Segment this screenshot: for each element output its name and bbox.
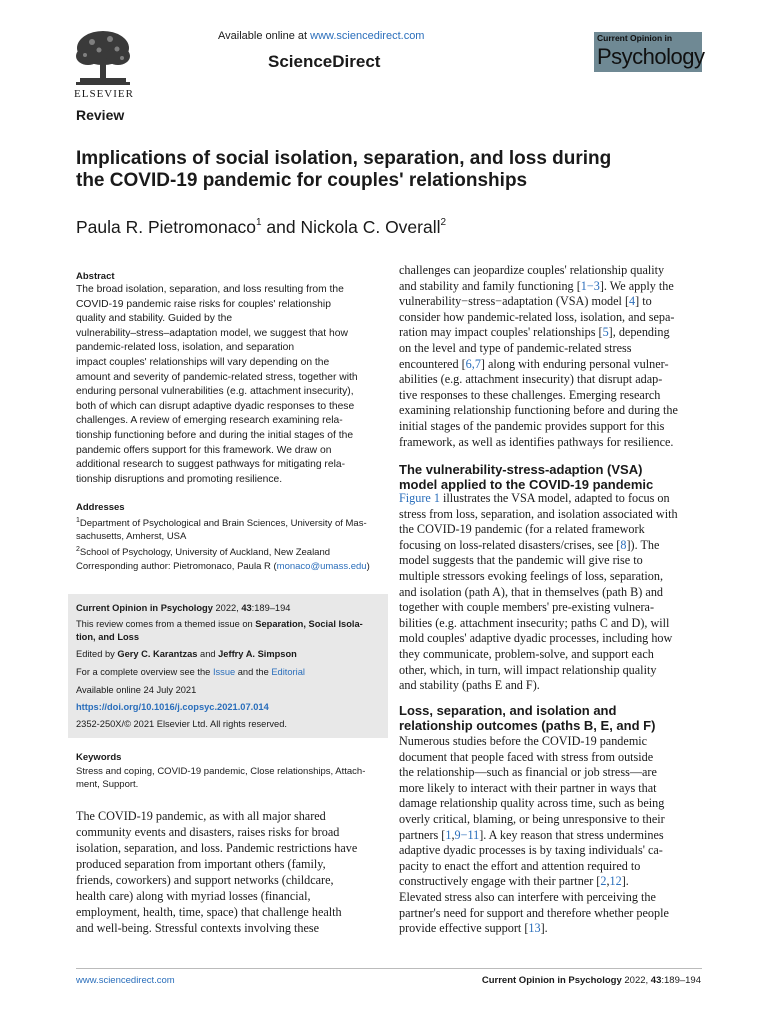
text-run: abilities (e.g. attachment insecurity) that disrupt adap- bbox=[399, 372, 663, 387]
paragraph-line bbox=[399, 765, 701, 781]
reference-link[interactable]: 12 bbox=[609, 874, 622, 889]
abstract-line: quality and stability. Guided by the bbox=[76, 313, 233, 325]
themed-issue-prefix: This review comes from a themed issue on bbox=[76, 619, 256, 629]
text-run: stress from loss, separation, and isolation associated with bbox=[399, 506, 678, 521]
abstract-line: COVID-19 pandemic raise risks for couples' relationship bbox=[76, 298, 331, 310]
editors-line bbox=[76, 648, 376, 661]
text-run: vulnerability−stress−adaptation (VSA) model [ bbox=[399, 294, 630, 309]
keywords-list bbox=[76, 765, 380, 791]
text-run: ]. We apply the bbox=[599, 278, 674, 293]
footer-year: 2022, bbox=[621, 975, 651, 986]
paragraph-line bbox=[399, 372, 701, 388]
abstract-line: enduring personal vulnerabilities (e.g. attachment insecurity), bbox=[76, 386, 354, 398]
text-run: ration may impact couples' relationships [ bbox=[399, 325, 603, 340]
paragraph-line bbox=[399, 812, 701, 828]
paragraph-line: health care) along with myriad losses (financial, bbox=[76, 889, 311, 903]
sciencedirect-url-link[interactable]: www.sciencedirect.com bbox=[310, 30, 425, 42]
text-run: mold couples' adaptive dyadic processes, including how bbox=[399, 631, 673, 646]
text-run: ]. bbox=[621, 874, 629, 889]
reference-link[interactable]: 8 bbox=[620, 537, 627, 552]
overview-prefix: For a complete overview see the bbox=[76, 667, 213, 677]
abstract-line: The broad isolation, separation, and loss resulting from the bbox=[76, 284, 344, 295]
edited-by-prefix: Edited by bbox=[76, 649, 118, 659]
abstract-line: tionship disruptions and promoting resilience. bbox=[76, 473, 283, 485]
footer-divider bbox=[76, 968, 702, 969]
text-run: overly critical, blaming, or being unresponsive to their bbox=[399, 811, 665, 826]
author-name: Paula R. Pietromonaco bbox=[76, 217, 256, 237]
reference-link[interactable]: 1 bbox=[445, 827, 452, 842]
available-online-date: Available online 24 July 2021 bbox=[76, 685, 197, 695]
paragraph-line: community events and disasters, raises risks for broad bbox=[76, 825, 340, 839]
text-run: ]). The bbox=[626, 537, 660, 552]
keywords-line: Stress and coping, COVID-19 pandemic, Close relationships, Attach- bbox=[76, 766, 366, 777]
text-run: bilities (e.g. attachment insecurity; paths C and D), will bbox=[399, 615, 670, 630]
text-run: partners [ bbox=[399, 827, 446, 842]
address-item bbox=[76, 543, 380, 559]
paragraph-line bbox=[399, 906, 701, 922]
reference-link[interactable]: 4 bbox=[629, 294, 636, 309]
text-run: focusing on loss-related disasters/crises, see [ bbox=[399, 537, 621, 552]
corresponding-email-link[interactable]: monaco@umass.edu bbox=[276, 561, 367, 572]
heading-line: model applied to the COVID-19 pandemic bbox=[399, 477, 654, 492]
paragraph-line bbox=[399, 616, 701, 632]
corresponding-label: Corresponding author: Pietromonaco, Paula R ( bbox=[76, 561, 277, 572]
text-run: model suggests that the pandemic will give rise to bbox=[399, 553, 643, 568]
text-run: Numerous studies before the COVID-19 pandemic bbox=[399, 734, 648, 748]
paragraph-line bbox=[399, 357, 701, 373]
address-item bbox=[76, 514, 380, 543]
sciencedirect-wordmark: ScienceDirect bbox=[268, 52, 381, 71]
paragraph-line: employment, health, time, space) that challenge health bbox=[76, 905, 342, 919]
intro-paragraph-continued bbox=[399, 263, 701, 450]
abstract-line: pandemic offers support for this framework. We draw on bbox=[76, 444, 332, 456]
address-line: School of Psychology, University of Auckland, New Zealand bbox=[79, 547, 331, 559]
copyright-line: 2352-250X/© 2021 Elsevier Ltd. All rights reserved. bbox=[76, 719, 287, 729]
paragraph-line bbox=[399, 796, 701, 812]
footer-citation bbox=[482, 975, 701, 986]
journal-badge-big-text: Psychology bbox=[597, 44, 705, 69]
paragraph-line bbox=[399, 859, 701, 875]
reference-link[interactable]: 5 bbox=[602, 325, 609, 340]
abstract-line: vulnerability–stress–adaptation model, we suggest that how bbox=[76, 327, 348, 339]
text-run: Elevated stress also can interfere with perceiving the bbox=[399, 889, 656, 904]
paragraph-line bbox=[399, 325, 701, 341]
paragraph-line: isolation, separation, and loss. Pandemic restrictions have bbox=[76, 841, 358, 855]
text-run: examining relationship functioning before and during the bbox=[399, 403, 678, 418]
paragraph-line bbox=[399, 569, 701, 585]
paragraph-line bbox=[399, 647, 701, 663]
editor-name: Jeffry A. Simpson bbox=[218, 649, 297, 659]
abstract-line: both of which can disrupt adaptive dyadic responses to these bbox=[76, 400, 355, 412]
paragraph-line bbox=[399, 491, 701, 507]
paragraph-line bbox=[399, 734, 701, 750]
paragraph-line bbox=[399, 781, 701, 797]
address-marker: 1 bbox=[76, 517, 80, 524]
affiliation-marker: 1 bbox=[255, 217, 262, 228]
abstract-line: amount and severity of pandemic-related stress, together with bbox=[76, 371, 358, 383]
loss-outcomes-paragraph bbox=[399, 734, 701, 937]
text-run: damage relationship quality across time, such as being bbox=[399, 796, 665, 811]
themed-issue-title: Separation, Social Isola- bbox=[255, 619, 363, 629]
paragraph-line bbox=[399, 843, 701, 859]
text-run: constructively engage with their partner [ bbox=[399, 874, 601, 889]
themed-issue-title: tion, and Loss bbox=[76, 631, 140, 642]
reference-link[interactable]: 1−3 bbox=[580, 278, 600, 293]
paragraph-line: friends, coworkers) and support networks (childcare, bbox=[76, 873, 334, 887]
authors-joiner: and bbox=[261, 217, 301, 237]
text-run: , bbox=[606, 874, 610, 889]
addresses-heading: Addresses bbox=[76, 502, 125, 513]
intro-paragraph bbox=[76, 808, 380, 936]
corresponding-close: ) bbox=[366, 561, 370, 572]
footer-url-line bbox=[76, 975, 175, 986]
article-info-box bbox=[68, 594, 388, 738]
abstract-heading: Abstract bbox=[76, 271, 115, 282]
editor-name: Gery C. Karantzas bbox=[117, 649, 198, 659]
reference-link[interactable]: Figure 1 bbox=[399, 491, 440, 505]
address-marker: 2 bbox=[76, 546, 80, 554]
address-line: Department of Psychological and Brain Sciences, University of Mas- bbox=[79, 518, 367, 530]
overview-line bbox=[76, 666, 376, 679]
paragraph-line bbox=[399, 828, 701, 844]
text-run: consider how pandemic-related loss, isolation, and sepa- bbox=[399, 309, 675, 324]
text-run: document that people faced with stress from outside bbox=[399, 749, 654, 764]
heading-line: Loss, separation, and isolation and bbox=[399, 703, 617, 718]
author-list bbox=[76, 217, 446, 238]
text-run: on the level and type of pandemic-related stress bbox=[399, 340, 632, 355]
paragraph-line bbox=[399, 631, 701, 647]
paragraph-line: The COVID-19 pandemic, as with all major shared bbox=[76, 809, 326, 823]
text-run: they communicate, problem-solve, and support each bbox=[399, 646, 654, 661]
footer-url-link[interactable]: www.sciencedirect.com bbox=[76, 975, 175, 986]
paragraph-line bbox=[399, 263, 701, 279]
paragraph-line bbox=[399, 310, 701, 326]
text-run: framework, as well as identifies pathways for resilience. bbox=[399, 434, 674, 449]
addresses-list bbox=[76, 514, 380, 559]
paragraph-line bbox=[399, 341, 701, 357]
reference-link[interactable]: 2 bbox=[600, 874, 607, 889]
keywords-line: ment, Support. bbox=[76, 779, 139, 790]
doi-link[interactable]: https://doi.org/10.1016/j.copsyc.2021.07.014 bbox=[76, 702, 269, 712]
editorial-link[interactable]: Editorial bbox=[271, 667, 305, 677]
editors-joiner: and bbox=[197, 649, 219, 659]
paragraph-line bbox=[399, 435, 701, 451]
abstract-line: additional research to suggest pathways for mitigating rela- bbox=[76, 459, 346, 471]
author-name: Nickola C. Overall bbox=[300, 217, 441, 237]
paragraph-line: produced separation from important others (family, bbox=[76, 857, 326, 871]
text-run: other, which, in turn, will impact relationship quality bbox=[399, 662, 657, 677]
text-run: and isolation (path A), that in themselves (path B) and bbox=[399, 584, 664, 599]
paragraph-line bbox=[399, 921, 701, 937]
keywords-heading: Keywords bbox=[76, 752, 122, 763]
journal-badge-small-text: Current Opinion in bbox=[597, 33, 673, 43]
paragraph-line bbox=[399, 750, 701, 766]
abstract-line: challenges. A review of emerging research examining rela- bbox=[76, 415, 343, 427]
text-run: initial stages of the pandemic provides support for this bbox=[399, 418, 665, 433]
citation-line bbox=[76, 602, 376, 615]
text-run: illustrates the VSA model, adapted to focus on bbox=[439, 491, 670, 505]
issue-link[interactable]: Issue bbox=[212, 667, 236, 677]
text-run: and stability and family functioning [ bbox=[399, 278, 581, 293]
address-line: sachusetts, Amherst, USA bbox=[76, 531, 187, 543]
article-type-label: Review bbox=[76, 107, 125, 123]
text-run: challenges can jeopardize couples' relationship quality bbox=[399, 263, 665, 277]
text-run: the relationship—such as financial or job stress—are bbox=[399, 765, 657, 780]
affiliation-marker: 2 bbox=[440, 217, 447, 228]
themed-issue-line bbox=[76, 618, 376, 643]
footer-volume: 43 bbox=[650, 975, 662, 986]
heading-line: relationship outcomes (paths B, E, and F) bbox=[399, 718, 656, 733]
citation-pages: :189–194 bbox=[251, 603, 291, 613]
text-run: provide effective support [ bbox=[399, 921, 529, 936]
paragraph-line bbox=[399, 663, 701, 679]
text-run: more likely to interact with their partner in ways that bbox=[399, 780, 657, 795]
paragraph-line bbox=[399, 890, 701, 906]
elsevier-wordmark: ELSEVIER bbox=[74, 88, 134, 100]
paragraph-line bbox=[399, 522, 701, 538]
paragraph-line bbox=[399, 538, 701, 554]
corresponding-author bbox=[76, 561, 380, 572]
paragraph-line bbox=[399, 279, 701, 295]
text-run: pacity to enact the effort and attention required to bbox=[399, 858, 641, 873]
section-heading-loss-outcomes bbox=[399, 703, 701, 733]
citation-volume: 43 bbox=[241, 603, 252, 613]
heading-line: The vulnerability-stress-adaption (VSA) bbox=[399, 462, 643, 477]
text-run: adaptive dyadic processes is by taxing individuals' ca- bbox=[399, 843, 663, 858]
vsa-model-paragraph bbox=[399, 491, 701, 694]
abstract-body bbox=[76, 283, 380, 487]
overview-joiner: and the bbox=[235, 667, 272, 677]
text-run: encountered [ bbox=[399, 356, 466, 371]
paragraph-line bbox=[399, 600, 701, 616]
text-run: partner's need for support and therefore whether people bbox=[399, 905, 669, 920]
abstract-line: impact couples' relationships will vary depending on the bbox=[76, 356, 330, 368]
footer-pages: :189–194 bbox=[661, 975, 701, 986]
reference-link[interactable]: 6,7 bbox=[465, 356, 481, 371]
citation-year: 2022, bbox=[212, 603, 242, 613]
text-run: tive responses to these challenges. Emerging research bbox=[399, 387, 661, 402]
text-run: , bbox=[451, 827, 455, 842]
text-run: and stability (paths E and F). bbox=[399, 678, 540, 693]
text-run: ]. A key reason that stress undermines bbox=[479, 827, 664, 842]
article-title: Implications of social isolation, separation, and loss during the COVID-19 pandemic for couples' relationships bbox=[76, 148, 612, 191]
doi-line bbox=[76, 701, 376, 714]
paragraph-line bbox=[399, 403, 701, 419]
reference-link[interactable]: 9−11 bbox=[454, 827, 480, 842]
paragraph-line bbox=[399, 678, 701, 694]
paragraph-line bbox=[399, 507, 701, 523]
available-online-notice bbox=[218, 30, 424, 42]
text-run: ] to bbox=[635, 294, 652, 309]
paragraph-line bbox=[399, 874, 701, 890]
paragraph-line: and well-being. Stressful contexts involving these bbox=[76, 921, 320, 935]
abstract-line: tionship functioning before and during the initial stages of the bbox=[76, 429, 354, 441]
reference-link[interactable]: 13 bbox=[528, 921, 541, 936]
journal-name: Current Opinion in Psychology bbox=[76, 603, 213, 613]
text-run: ], depending bbox=[608, 325, 670, 340]
paragraph-line bbox=[399, 553, 701, 569]
paragraph-line bbox=[399, 294, 701, 310]
text-run: together with couple members' pre-existing vulnera- bbox=[399, 600, 655, 615]
paragraph-line bbox=[399, 388, 701, 404]
text-run: ] along with enduring personal vulner- bbox=[480, 356, 669, 371]
paragraph-line bbox=[399, 585, 701, 601]
text-run: multiple stressors evoking feelings of loss, separation, bbox=[399, 568, 664, 583]
abstract-line: pandemic-related loss, isolation, and separation bbox=[76, 342, 295, 354]
elsevier-tree-logo bbox=[72, 28, 134, 88]
text-run: ]. bbox=[540, 921, 548, 936]
available-online-label: Available online at bbox=[218, 30, 311, 42]
footer-journal: Current Opinion in Psychology bbox=[481, 975, 622, 986]
journal-cover-badge bbox=[594, 32, 705, 72]
text-run: the COVID-19 pandemic (for a related framework bbox=[399, 522, 645, 537]
section-heading-vsa-model bbox=[399, 462, 701, 492]
paragraph-line bbox=[399, 419, 701, 435]
